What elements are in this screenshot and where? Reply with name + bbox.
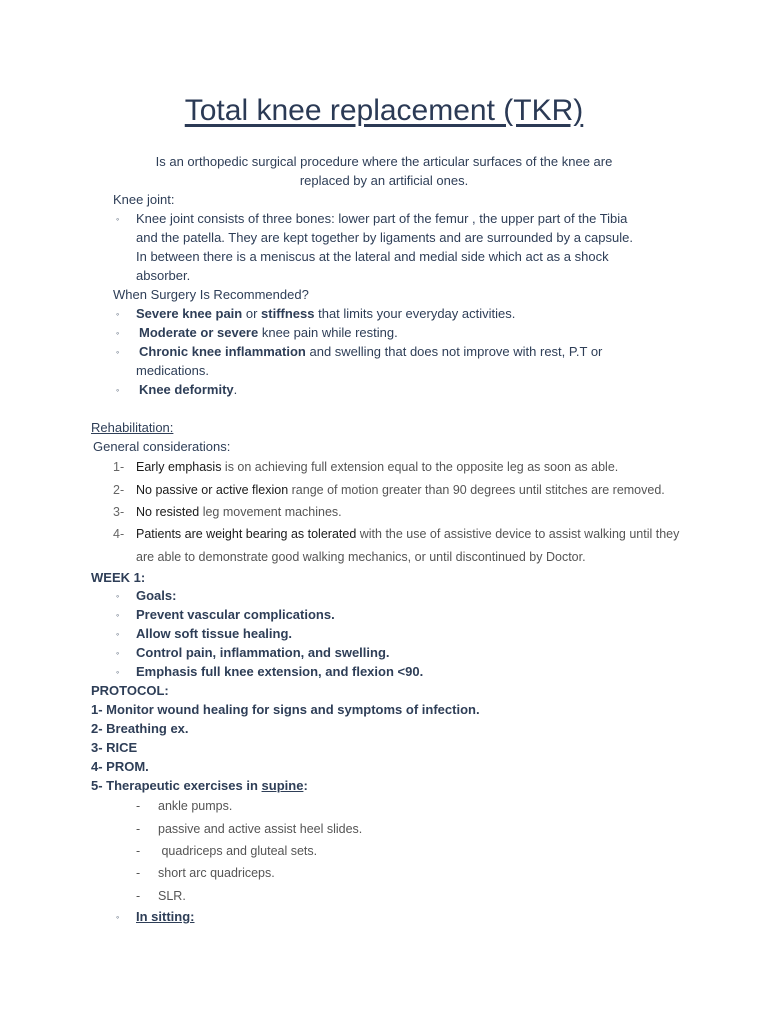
goal-item: Control pain, inflammation, and swelling. bbox=[136, 645, 390, 660]
protocol-item-3: 3- RICE bbox=[91, 740, 138, 755]
list-number: 1- bbox=[113, 460, 125, 474]
protocol-item-1: 1- Monitor wound healing for signs and symptoms of infection. bbox=[91, 702, 480, 717]
goal-item: Allow soft tissue healing. bbox=[136, 626, 293, 641]
exercise-item: quadriceps and gluteal sets. bbox=[158, 844, 318, 858]
dash-marker: - bbox=[136, 799, 141, 813]
protocol-item-4: 4- PROM. bbox=[91, 759, 149, 774]
bullet-icon: ◦ bbox=[116, 610, 120, 620]
bullet-icon: ◦ bbox=[116, 912, 120, 922]
week-1-heading: WEEK 1: bbox=[91, 570, 146, 585]
consideration-3: No resisted leg movement machines. bbox=[136, 505, 342, 519]
document-title: Total knee replacement (TKR) bbox=[184, 94, 584, 127]
surgery-item-2: Moderate or severe knee pain while resting. bbox=[139, 325, 398, 340]
goal-item: Goals: bbox=[136, 588, 177, 603]
consideration-2: No passive or active flexion range of motion greater than 90 degrees until stitches are removed. bbox=[136, 483, 665, 497]
goal-item: Emphasis full knee extension, and flexion <90. bbox=[136, 664, 424, 679]
surgery-heading: When Surgery Is Recommended? bbox=[113, 287, 309, 302]
consideration-4: Patients are weight bearing as tolerated with the use of assistive device to assist walking until they bbox=[136, 527, 680, 541]
exercise-item: short arc quadriceps. bbox=[158, 866, 275, 880]
protocol-item-2: 2- Breathing ex. bbox=[91, 721, 189, 736]
bullet-icon: ◦ bbox=[116, 309, 120, 319]
list-number: 2- bbox=[113, 483, 125, 497]
list-number: 3- bbox=[113, 505, 125, 519]
general-considerations-heading: General considerations: bbox=[93, 439, 231, 454]
bullet-icon: ◦ bbox=[116, 591, 120, 601]
bullet-icon: ◦ bbox=[116, 347, 120, 357]
exercise-item: passive and active assist heel slides. bbox=[158, 822, 363, 836]
bullet-icon: ◦ bbox=[116, 385, 120, 395]
intro-line-2: replaced by an artificial ones. bbox=[299, 173, 469, 188]
surgery-item-1: Severe knee pain or stiffness that limits your everyday activities. bbox=[136, 306, 516, 321]
surgery-item-3-cont: medications. bbox=[136, 363, 209, 378]
dash-marker: - bbox=[136, 889, 141, 903]
intro-line-1: Is an orthopedic surgical procedure where the articular surfaces of the knee are bbox=[155, 154, 613, 169]
knee-joint-heading: Knee joint: bbox=[113, 192, 175, 207]
bullet-icon: ◦ bbox=[116, 328, 120, 338]
surgery-item-3: Chronic knee inflammation and swelling that does not improve with rest, P.T or bbox=[139, 344, 603, 359]
in-sitting-heading: In sitting: bbox=[136, 909, 195, 924]
knee-text-line-4: absorber. bbox=[136, 268, 191, 283]
bullet-icon: ◦ bbox=[116, 648, 120, 658]
consideration-4-cont: are able to demonstrate good walking mechanics, or until discontinued by Doctor. bbox=[136, 550, 586, 564]
consideration-1: Early emphasis is on achieving full extension equal to the opposite leg as soon as able. bbox=[136, 460, 619, 474]
exercise-item: SLR. bbox=[158, 889, 186, 903]
dash-marker: - bbox=[136, 822, 141, 836]
bullet-icon: ◦ bbox=[116, 667, 120, 677]
bullet-icon: ◦ bbox=[116, 214, 120, 224]
knee-text-line-1: Knee joint consists of three bones: lower part of the femur , the upper part of the Tibia bbox=[136, 211, 628, 226]
rehabilitation-heading: Rehabilitation: bbox=[91, 420, 174, 435]
list-number: 4- bbox=[113, 527, 125, 541]
dash-marker: - bbox=[136, 866, 141, 880]
exercise-item: ankle pumps. bbox=[158, 799, 233, 813]
goal-item: Prevent vascular complications. bbox=[136, 607, 335, 622]
protocol-heading: PROTOCOL: bbox=[91, 683, 169, 698]
dash-marker: - bbox=[136, 844, 141, 858]
surgery-item-4: Knee deformity. bbox=[139, 382, 238, 397]
bullet-icon: ◦ bbox=[116, 629, 120, 639]
protocol-item-5: 5- Therapeutic exercises in supine: bbox=[91, 778, 308, 793]
knee-text-line-3: In between there is a meniscus at the lateral and medial side which act as a shock bbox=[136, 249, 609, 264]
knee-text-line-2: and the patella. They are kept together by ligaments and are surrounded by a capsule. bbox=[136, 230, 633, 245]
